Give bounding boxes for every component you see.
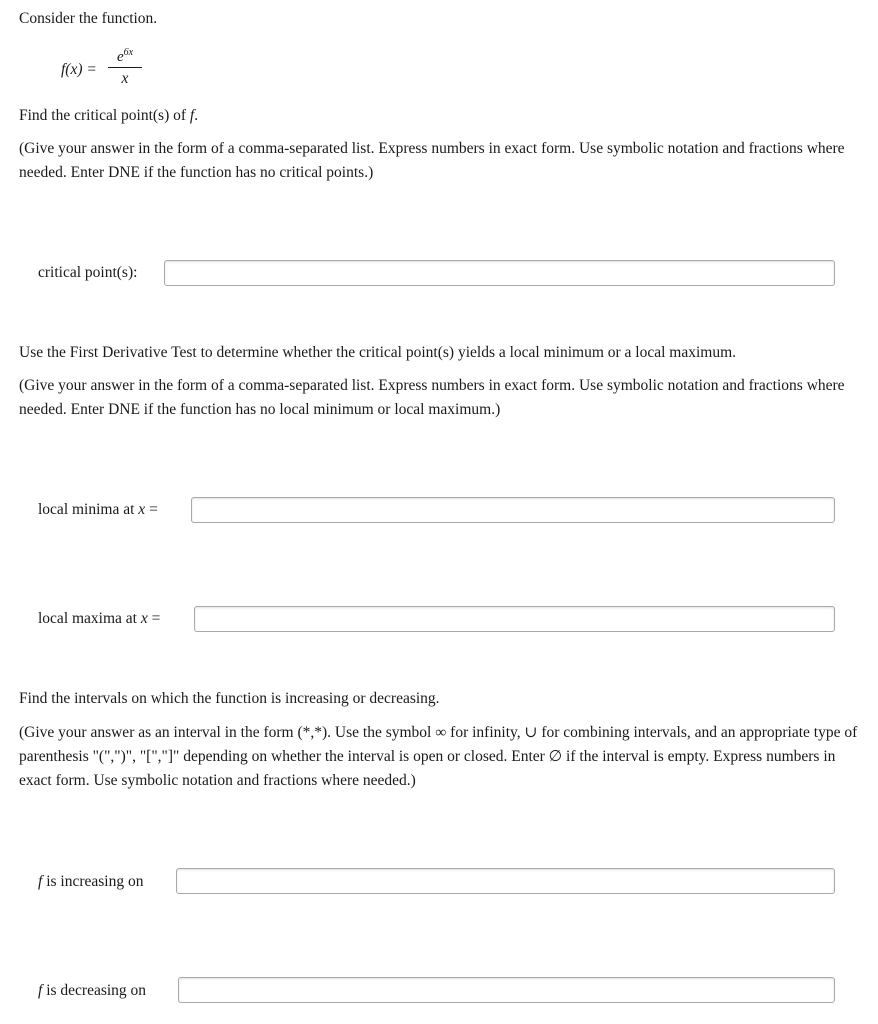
fraction-numerator: $e^{6x}$ — [116, 47, 134, 65]
function-fraction — [108, 45, 142, 87]
increasing-interval-input[interactable] — [176, 868, 835, 894]
local-minima-input[interactable] — [191, 497, 835, 523]
intervals-prompt: Find the intervals on which the function is increasing or decreasing. — [19, 690, 440, 707]
local-minima-label: local minima at x = — [38, 501, 158, 518]
critical-prompt: Find the critical point(s) of f. — [19, 107, 199, 124]
critical-instructions: (Give your answer in the form of a comma-separated list. Express numbers in exact form. Use symbolic notation and fractions where needed. Enter DNE if the function has no critical points.) — [19, 140, 845, 181]
function-lhs: f(x) = — [61, 61, 97, 78]
decreasing-label: f is decreasing on — [38, 982, 147, 999]
intervals-instructions: (Give your answer as an interval in the form (*,*). Use the symbol ∞ for infinity, ∪ for combining intervals, and an appropriate type of parenthesis "(",")", "[","]" depending on whether the interval is open or closed. Enter ∅ if the interval is empty. Express numbers in exact form. Use symbolic notation and fractions where needed.) — [19, 724, 858, 789]
critical-points-input[interactable] — [164, 260, 835, 286]
fraction-denominator: x — [121, 70, 129, 87]
local-maxima-label: local maxima at x = — [38, 610, 161, 627]
critical-points-label: critical point(s): — [38, 264, 138, 281]
increasing-label: f is increasing on — [38, 873, 144, 890]
local-maxima-input[interactable] — [194, 606, 835, 632]
decreasing-interval-input[interactable] — [178, 977, 835, 1003]
fraction-bar — [108, 67, 142, 68]
extrema-instructions: (Give your answer in the form of a comma-separated list. Express numbers in exact form. Use symbolic notation and fractions where needed. Enter DNE if the function has no local minimum or local maximum.) — [19, 377, 845, 418]
extrema-prompt: Use the First Derivative Test to determine whether the critical point(s) yields a local minimum or a local maximum. — [19, 344, 737, 361]
intro-text: Consider the function. — [19, 10, 158, 27]
